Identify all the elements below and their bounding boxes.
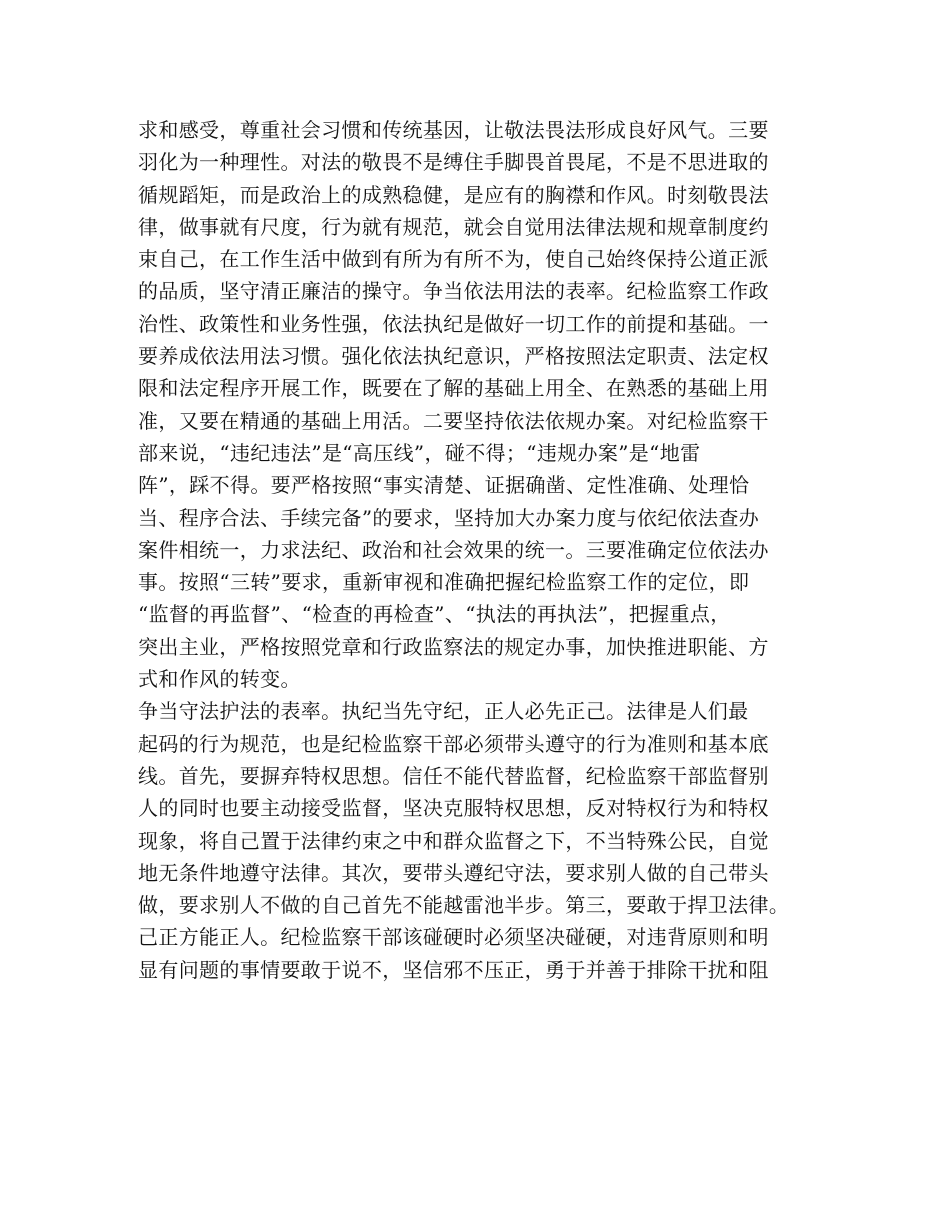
- text-line: 阵”，踩不得。要严格按照“事实清楚、证据确凿、定性准确、处理恰: [138, 473, 750, 498]
- text-line: 事。按照“三转”要求，重新审视和准确把握纪检监察工作的定位，即: [138, 570, 750, 595]
- body-text: [138, 114, 838, 986]
- text-line: 律，做事就有尺度，行为就有规范，就会自觉用法律法规和规章制度约: [138, 214, 769, 239]
- text-line: 求和感受，尊重社会习惯和传统基因，让敬法畏法形成良好风气。三要: [138, 118, 769, 142]
- text-line: 当、程序合法、手续完备”的要求，坚持加大办案力度与依纪依法查办: [138, 505, 760, 530]
- text-line: 现象，将自己置于法律约束之中和群众监督之下，不当特殊公民，自觉: [138, 828, 769, 853]
- text-line: 准，又要在精通的基础上用活。二要坚持依法依规办案。对纪检监察干: [138, 408, 769, 433]
- text-line: 束自己，在工作生活中做到有所为有所不为，使自己始终保持公道正派: [138, 247, 769, 272]
- text-line: 做，要求别人不做的自己首先不能越雷池半步。第三，要敢于捍卫法律。: [138, 893, 790, 918]
- text-line: 地无条件地遵守法律。其次，要带头遵纪守法，要求别人做的自己带头: [138, 860, 769, 885]
- text-line: 羽化为一种理性。对法的敬畏不是缚住手脚畏首畏尾，不是不思进取的: [138, 150, 769, 175]
- text-line: 己正方能正人。纪检监察干部该碰硬时必须坚决碰硬，对违背原则和明: [138, 925, 769, 950]
- text-line: “监督的再监督”、“检查的再检查”、“执法的再执法”，把握重点，: [138, 602, 731, 627]
- text-line: 线。首先，要摒弃特权思想。信任不能代替监督，纪检监察干部监督别: [138, 763, 769, 788]
- text-line: 治性、政策性和业务性强，依法执纪是做好一切工作的前提和基础。一: [138, 311, 769, 336]
- text-line: 突出主业，严格按照党章和行政监察法的规定办事，加快推进职能、方: [138, 634, 769, 659]
- text-line: 案件相统一，力求法纪、政治和社会效果的统一。三要准确定位依法办: [138, 537, 769, 562]
- text-line: 要养成依法用法习惯。强化依法执纪意识，严格按照法定职责、法定权: [138, 344, 769, 369]
- text-line: 显有问题的事情要敢于说不，坚信邪不压正，勇于并善于排除干扰和阻: [138, 957, 769, 982]
- text-line: 争当守法护法的表率。执纪当先守纪，正人必先正己。法律是人们最: [138, 699, 749, 724]
- text-line: 式和作风的转变。: [138, 667, 301, 692]
- text-line: 起码的行为规范，也是纪检监察干部必须带头遵守的行为准则和基本底: [138, 731, 769, 756]
- text-line: 的品质，坚守清正廉洁的操守。争当依法用法的表率。纪检监察工作政: [138, 279, 769, 304]
- text-line: 限和法定程序开展工作，既要在了解的基础上用全、在熟悉的基础上用: [138, 376, 769, 401]
- text-line: 部来说，“违纪违法”是“高压线”，碰不得；“违规办案”是“地雷: [138, 440, 701, 465]
- text-line: 人的同时也要主动接受监督，坚决克服特权思想，反对特权行为和特权: [138, 796, 769, 821]
- text-line: 循规蹈矩，而是政治上的成熟稳健，是应有的胸襟和作风。时刻敬畏法: [138, 182, 769, 207]
